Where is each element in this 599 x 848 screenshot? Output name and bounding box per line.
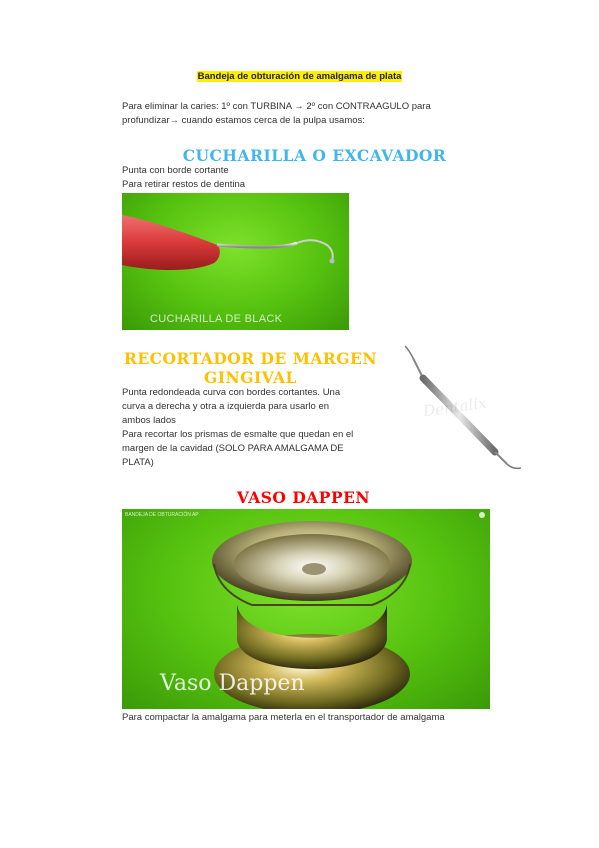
section2-line-2: curva a derecha y otra a izquierda para usarlo en — [122, 401, 330, 412]
recortador-heading-line-1: RECORTADOR DE MARGEN — [123, 349, 377, 368]
section-heading-cucharilla: CUCHARILLA O EXCAVADOR — [182, 146, 447, 165]
section1-line-2: Para retirar restos de dentina — [122, 179, 246, 190]
section1-line-1: Punta con borde cortante — [122, 165, 229, 176]
document-title-text: Bandeja de obturación de amalgama de plata — [197, 71, 402, 82]
section2-line-3: ambos lados — [122, 415, 176, 426]
section2-line-6: PLATA) — [122, 457, 154, 468]
intro-text — [122, 100, 482, 128]
dentalix-watermark: Dentalix — [422, 393, 488, 421]
section3-footer: Para compactar la amalgama para meterla en el transportador de amalgama — [122, 712, 445, 723]
intro-line-1: Para eliminar la caries: 1º con TURBINA → 2º con CONTRAAGULO para — [122, 101, 431, 112]
video-title: BANDEJA DE OBTURACIÓN AP — [125, 512, 199, 518]
vaso-dappen-caption: Vaso Dappen — [160, 671, 305, 696]
cucharilla-image — [122, 193, 349, 330]
intro-line-2: profundizar→ cuando estamos cerca de la pulpa usamos: — [122, 115, 365, 126]
section2-text — [122, 386, 397, 470]
cucharilla-image-caption: CUCHARILLA DE BLACK — [150, 313, 283, 325]
section2-line-5: margen de la cavidad (SOLO PARA AMALGAMA DE — [122, 443, 344, 454]
section2-line-4: Para recortar los prismas de esmalte que quedan en el — [122, 429, 354, 440]
cucharilla-instrument-drawing — [122, 193, 349, 330]
section1-text — [122, 164, 245, 192]
vaso-dappen-video[interactable] — [122, 509, 490, 709]
recortador-heading-line-2: GINGIVAL — [204, 368, 297, 387]
section-heading-vaso-dappen: VASO DAPPEN — [236, 488, 371, 507]
section-heading-recortador — [122, 349, 379, 387]
document-title — [0, 71, 599, 82]
recortador-image — [395, 340, 530, 480]
section2-line-1: Punta redondeada curva con bordes cortantes. Una — [122, 387, 341, 398]
